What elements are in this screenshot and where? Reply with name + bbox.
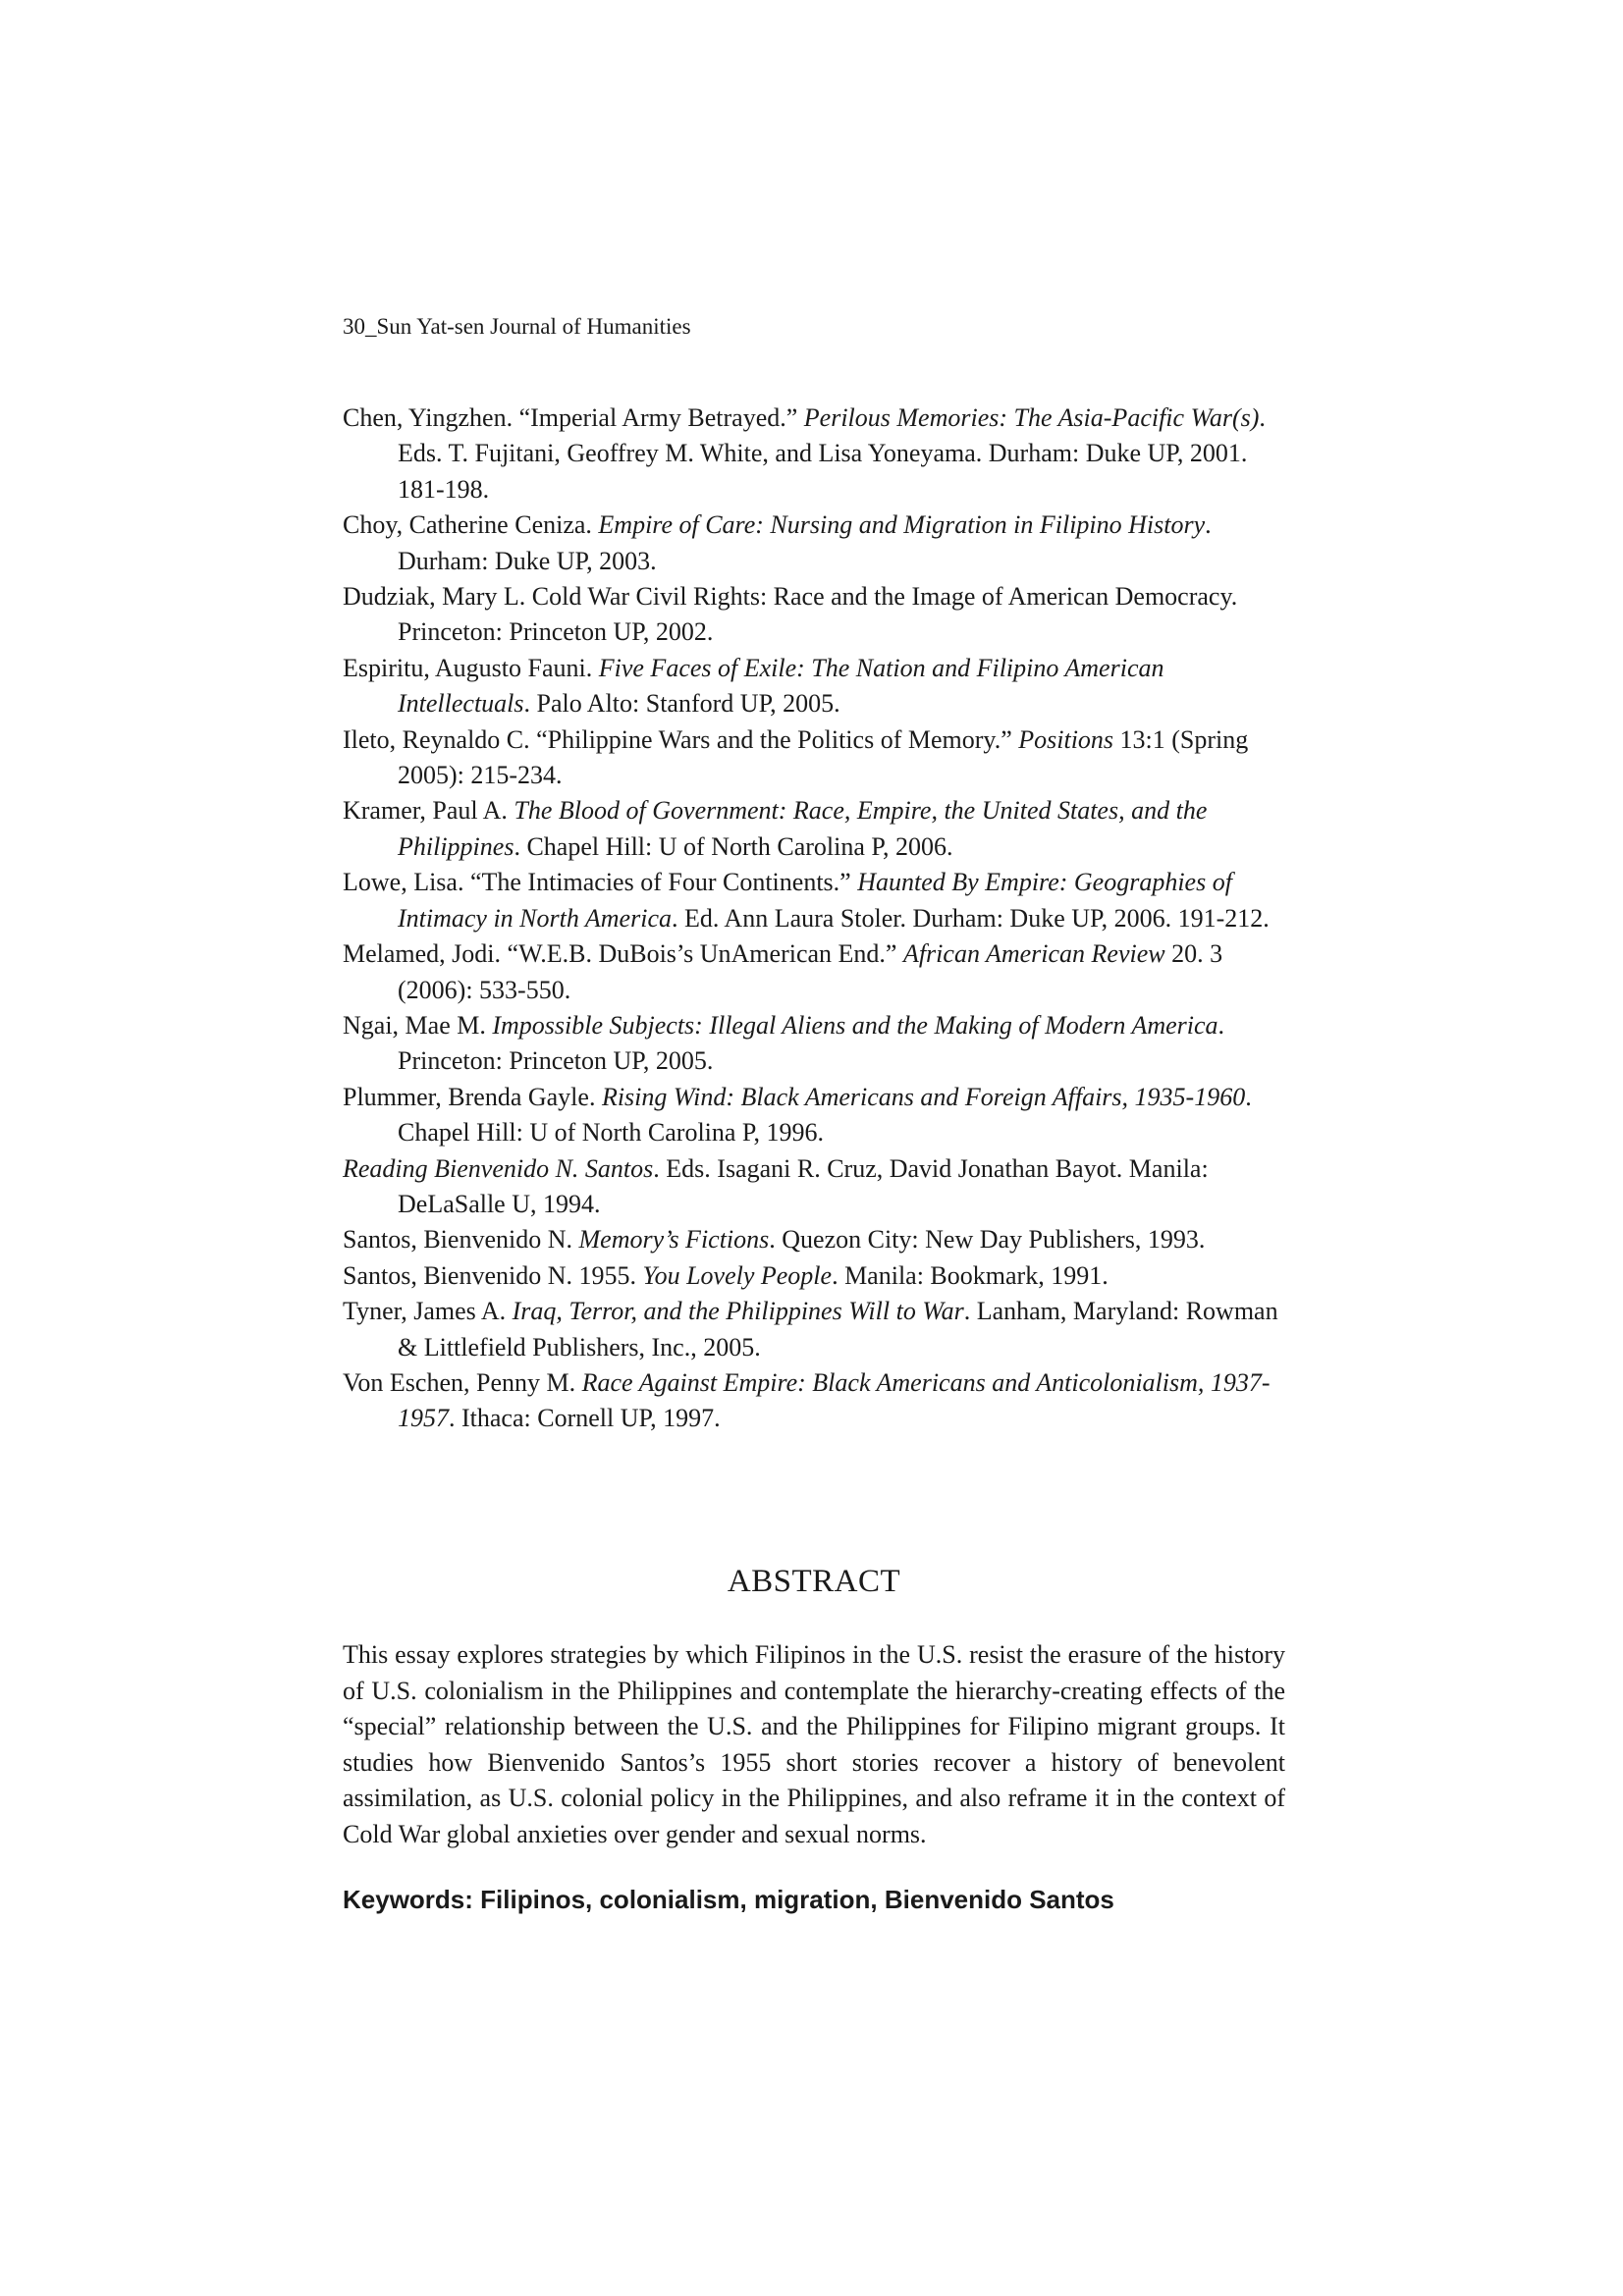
reference-entry <box>343 722 1285 794</box>
reference-title: Rising Wind: Black Americans and Foreign Affairs, 1935-1960 <box>601 1082 1246 1111</box>
reference-text: . Palo Alto: Stanford UP, 2005. <box>523 689 840 719</box>
reference-entry <box>343 507 1285 579</box>
reference-title: Positions <box>1018 724 1114 754</box>
reference-text: Von Eschen, Penny M. <box>343 1367 582 1397</box>
reference-entry <box>343 936 1285 1008</box>
reference-entry <box>343 865 1285 936</box>
reference-text: . Eds. T. Fujitani, Geoffrey M. White, and Lisa Yoneyama. Durham: Duke UP, 2001. 181-198. <box>398 403 1266 504</box>
reference-title: Memory’s Fictions <box>578 1225 770 1255</box>
reference-entry <box>343 1008 1285 1080</box>
reference-title: Five Faces of Exile: The Nation and Filipino American Intellectuals <box>398 653 1164 719</box>
reference-text: Espiritu, Augusto Fauni. <box>343 653 599 682</box>
reference-title: Race Against Empire: Black Americans and Anticolonialism, 1937-1957 <box>398 1367 1271 1433</box>
reference-title: Perilous Memories: The Asia-Pacific War(s) <box>803 403 1260 432</box>
reference-text: Kramer, Paul A. <box>343 796 514 826</box>
reference-text: . Ed. Ann Laura Stoler. Durham: Duke UP, 2006. 191-212. <box>671 903 1270 933</box>
reference-entry <box>343 400 1285 507</box>
reference-entry <box>343 579 1285 651</box>
reference-entry <box>343 1151 1285 1223</box>
reference-entry <box>343 1258 1285 1294</box>
reference-text: . Chapel Hill: U of North Carolina P, 1996. <box>398 1082 1252 1148</box>
reference-text: . Eds. Isagani R. Cruz, David Jonathan Bayot. Manila: DeLaSalle U, 1994. <box>398 1153 1209 1218</box>
reference-title: Empire of Care: Nursing and Migration in Filipino History <box>598 510 1206 540</box>
reference-title: Reading Bienvenido N. Santos <box>343 1153 654 1183</box>
reference-text: Melamed, Jodi. “W.E.B. DuBois’s UnAmerican End.” <box>343 939 903 969</box>
reference-title: The Blood of Government: Race, Empire, the United States, and the Philippines <box>398 796 1208 861</box>
reference-text: . Quezon City: New Day Publishers, 1993. <box>769 1225 1206 1255</box>
references-list <box>343 400 1285 1437</box>
reference-title: Impossible Subjects: Illegal Aliens and the Making of Modern America <box>492 1010 1218 1040</box>
abstract-heading: ABSTRACT <box>727 1564 901 1599</box>
reference-text: . Princeton: Princeton UP, 2005. <box>398 1010 1225 1076</box>
reference-text: . Chapel Hill: U of North Carolina P, 2006. <box>514 831 953 861</box>
reference-text: . Durham: Duke UP, 2003. <box>398 510 1212 575</box>
reference-text: Ngai, Mae M. <box>343 1010 493 1040</box>
abstract-body: This essay explores strategies by which Filipinos in the U.S. resist the erasure of the history of U.S. colonialism in the Philippines and contemplate the hierarchy-creating effects of the “special” relationship between the U.S. and the Philippines for Filipino migrant groups. It studies how Bienvenido Santos’s 1955 short stories recover a history of benevolent assimilation, as U.S. colonial policy in the Philippines, and also reframe it in the context of Cold War global anxieties over gender and sexual norms. <box>343 1640 1285 1848</box>
reference-title: African American Review <box>902 939 1165 969</box>
reference-text: . Manila: Bookmark, 1991. <box>832 1260 1109 1290</box>
reference-text: . Ithaca: Cornell UP, 1997. <box>449 1404 721 1433</box>
running-head: 30_Sun Yat-sen Journal of Humanities <box>343 314 691 339</box>
reference-entry <box>343 651 1285 722</box>
reference-entry <box>343 1080 1285 1151</box>
reference-text: Plummer, Brenda Gayle. <box>343 1082 602 1111</box>
reference-entry <box>343 1294 1285 1365</box>
keywords-line: Keywords: Filipinos, colonialism, migration, Bienvenido Santos <box>343 1885 1114 1914</box>
reference-title: Iraq, Terror, and the Philippines Will to War <box>512 1297 964 1326</box>
reference-title: You Lovely People <box>642 1260 833 1290</box>
reference-text: . Lanham, Maryland: Rowman & Littlefield Publishers, Inc., 2005. <box>398 1297 1278 1362</box>
reference-entry <box>343 793 1285 865</box>
reference-title: Haunted By Empire: Geographies of Intimacy in North America <box>398 868 1232 933</box>
reference-text: 13:1 (Spring 2005): 215-234. <box>398 724 1249 790</box>
reference-text: Lowe, Lisa. “The Intimacies of Four Continents.” <box>343 868 858 897</box>
reference-text: 20. 3 (2006): 533-550. <box>398 939 1223 1004</box>
reference-text: Chen, Yingzhen. “Imperial Army Betrayed.” <box>343 403 804 432</box>
reference-text: Ileto, Reynaldo C. “Philippine Wars and the Politics of Memory.” <box>343 724 1019 754</box>
reference-entry <box>343 1365 1285 1437</box>
reference-text: Dudziak, Mary L. Cold War Civil Rights: Race and the Image of American Democracy. Princeton: Princeton UP, 2002. <box>343 582 1238 647</box>
reference-text: Santos, Bienvenido N. 1955. <box>343 1260 643 1290</box>
reference-entry <box>343 1222 1285 1257</box>
reference-text: Tyner, James A. <box>343 1297 513 1326</box>
reference-text: Santos, Bienvenido N. <box>343 1225 579 1255</box>
reference-text: Choy, Catherine Ceniza. <box>343 510 599 540</box>
